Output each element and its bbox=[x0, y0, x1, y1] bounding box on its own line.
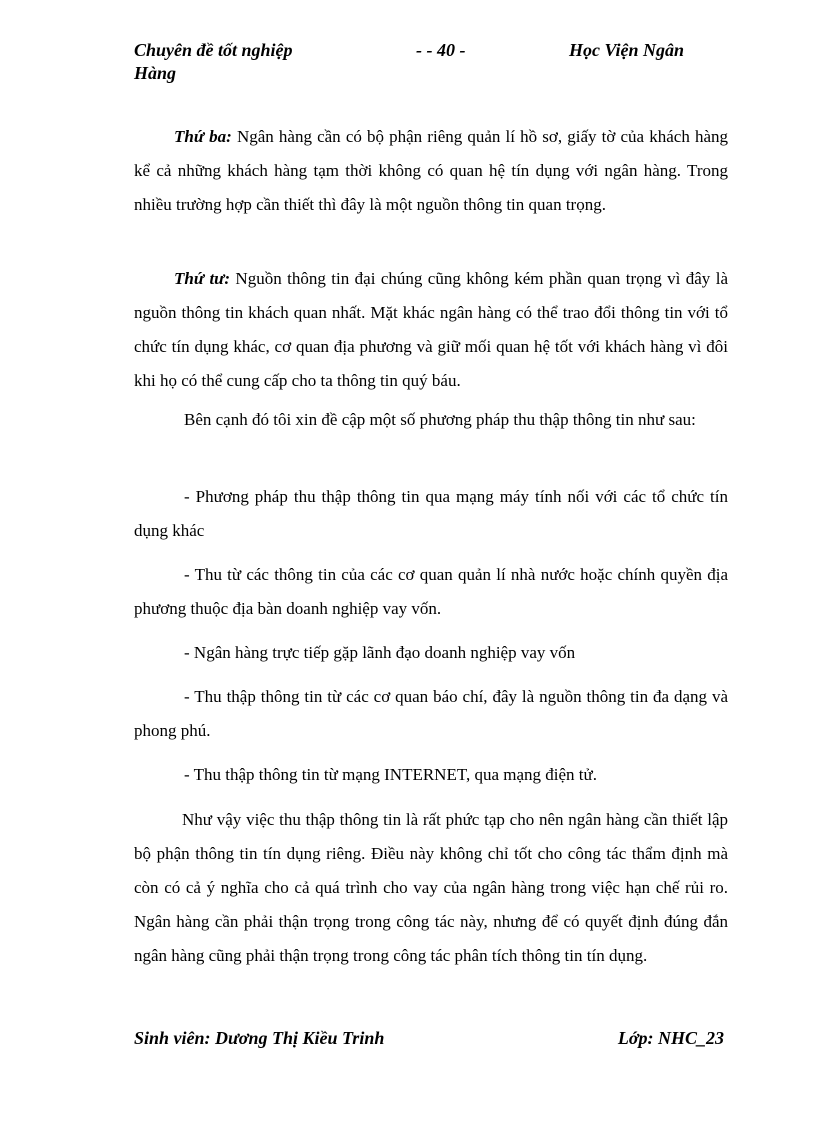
paragraph-intro-methods: Bên cạnh đó tôi xin đề cập một số phương pháp thu thập thông tin như sau: bbox=[184, 410, 696, 429]
footer-student: Sinh viên: Dương Thị Kiều Trinh bbox=[134, 1028, 385, 1048]
header-title-continued: Hàng bbox=[134, 63, 177, 83]
list-item-method-5: - Thu thập thông tin từ mạng INTERNET, qua mạng điện tử. bbox=[184, 765, 597, 784]
paragraph-lead: Thứ ba: bbox=[174, 127, 232, 146]
list-item-method-2: - Thu từ các thông tin của các cơ quan quản lí nhà nước hoặc chính quyền địa phương thuộc địa bàn doanh nghiệp vay vốn. bbox=[134, 565, 728, 618]
header-title: Chuyên đề tốt nghiệp bbox=[134, 40, 293, 60]
paragraph-thu-tu bbox=[134, 262, 728, 398]
paragraph-thu-ba bbox=[134, 120, 728, 222]
paragraph-lead: Thứ tư: bbox=[174, 269, 231, 288]
list-item-method-1: - Phương pháp thu thập thông tin qua mạng máy tính nối với các tổ chức tín dụng khác bbox=[134, 487, 728, 540]
paragraph-body: Nguồn thông tin đại chúng cũng không kém phần quan trọng vì đây là nguồn thông tin khách quan nhất. Mặt khác ngân hàng có thể trao đổi thông tin với tổ chức tín dụng khác, cơ quan địa phương và giữ mối quan hệ tốt với khách hàng vì đôi khi họ có thể cung cấp cho ta thông tin quý báu. bbox=[134, 269, 728, 390]
paragraph-body: Ngân hàng cần có bộ phận riêng quản lí hồ sơ, giấy tờ của khách hàng kể cả những khách hàng tạm thời không có quan hệ tín dụng với ngân hàng. Trong nhiều trường hợp cần thiết thì đây là một nguồn thông tin quan trọng. bbox=[134, 127, 728, 214]
page-number: - - 40 - bbox=[416, 40, 466, 60]
paragraph-conclusion: Như vậy việc thu thập thông tin là rất phức tạp cho nên ngân hàng cần thiết lập bộ phận thông tin tín dụng riêng. Điều này không chỉ tốt cho công tác thẩm định mà còn có cả ý nghĩa cho cả quá trình cho vay của ngân hàng trong việc hạn chế rủi ro. Ngân hàng cần phải thận trọng trong công tác này, nhưng để có quyết định đúng đắn ngân hàng cũng phải thận trọng trong công tác phân tích thông tin tín dụng. bbox=[134, 810, 728, 965]
list-item-method-4: - Thu thập thông tin từ các cơ quan báo chí, đây là nguồn thông tin đa dạng và phong phú. bbox=[134, 687, 728, 740]
header-institution: Học Viện Ngân bbox=[569, 40, 685, 60]
footer-class: Lớp: NHC_23 bbox=[617, 1028, 724, 1048]
list-item-method-3: - Ngân hàng trực tiếp gặp lãnh đạo doanh nghiệp vay vốn bbox=[184, 643, 576, 662]
